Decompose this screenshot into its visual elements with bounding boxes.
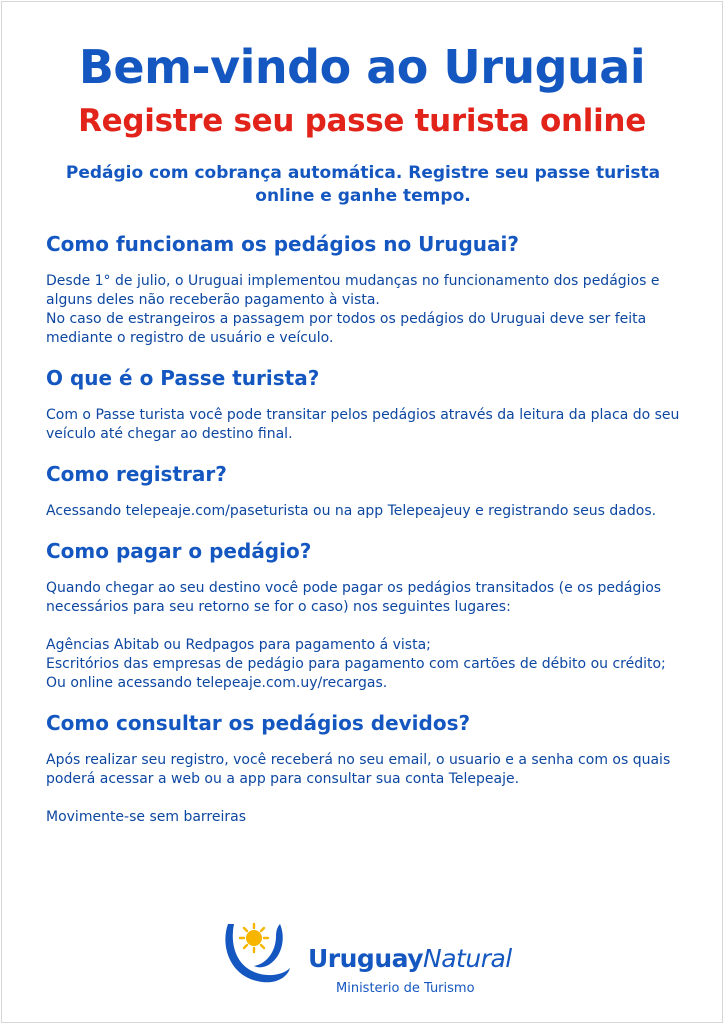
payment-locations-list: Agências Abitab ou Redpagos para pagamento á vista; Escritórios das empresas de pedágio para pagamento com cartões de débito ou crédito; Ou online acessando telepeaje.com.uy/recargas. bbox=[46, 637, 666, 691]
section-paragraph: Acessando telepeaje.com/paseturista ou na app Telepeajeuy e registrando seus dados. bbox=[46, 503, 657, 519]
section-how-to-check bbox=[46, 709, 686, 789]
intro-text: Pedágio com cobrança automática. Registre seu passe turista online e ganhe tempo. bbox=[65, 163, 661, 206]
section-heading: Como funcionam os pedágios no Uruguai? bbox=[46, 232, 519, 256]
logo-tagline: Ministerio de Turismo bbox=[336, 981, 475, 996]
sun-crescent-logo-icon bbox=[220, 916, 294, 986]
uruguay-natural-logo bbox=[220, 916, 520, 1006]
section-paragraph: Após realizar seu registro, você receberá no seu email, o usuario e a senha com os quais poderá acessar a web ou a app para consultar sua conta Telepeaje. bbox=[46, 752, 671, 787]
logo-name-italic: Natural bbox=[423, 944, 512, 973]
section-what-is-pass bbox=[46, 364, 686, 444]
section-how-to-register bbox=[46, 460, 686, 521]
section-heading: O que é o Passe turista? bbox=[46, 366, 320, 390]
section-heading: Como pagar o pedágio? bbox=[46, 539, 312, 563]
section-paragraph: Com o Passe turista você pode transitar pelos pedágios através da leitura da placa do seu veículo até chegar ao destino final. bbox=[46, 407, 680, 442]
section-heading: Como registrar? bbox=[46, 462, 227, 486]
section-paragraph: Quando chegar ao seu destino você pode pagar os pedágios transitados (e os pedágios necessários para seu retorno se for o caso) nos seguintes lugares: bbox=[46, 580, 662, 615]
page-subtitle: Registre seu passe turista online bbox=[78, 103, 646, 139]
closing-text: Movimente-se sem barreiras bbox=[46, 809, 247, 825]
content-area bbox=[46, 230, 686, 841]
page-title: Bem-vindo ao Uruguai bbox=[78, 40, 646, 94]
section-heading: Como consultar os pedágios devidos? bbox=[46, 711, 471, 735]
section-how-to-pay bbox=[46, 537, 686, 693]
logo-name-bold: Uruguay bbox=[308, 944, 424, 973]
flyer-page bbox=[1, 1, 723, 1023]
section-how-tolls-work bbox=[46, 230, 686, 348]
section-paragraph: Desde 1° de julio, o Uruguai implementou mudanças no funcionamento dos pedágios e alguns deles não receberão pagamento à vista. No caso de estrangeiros a passagem por todos os pedágios do Uruguai deve ser feita mediante o registro de usuário e veículo. bbox=[46, 273, 660, 346]
logo-wordmark bbox=[308, 944, 512, 974]
